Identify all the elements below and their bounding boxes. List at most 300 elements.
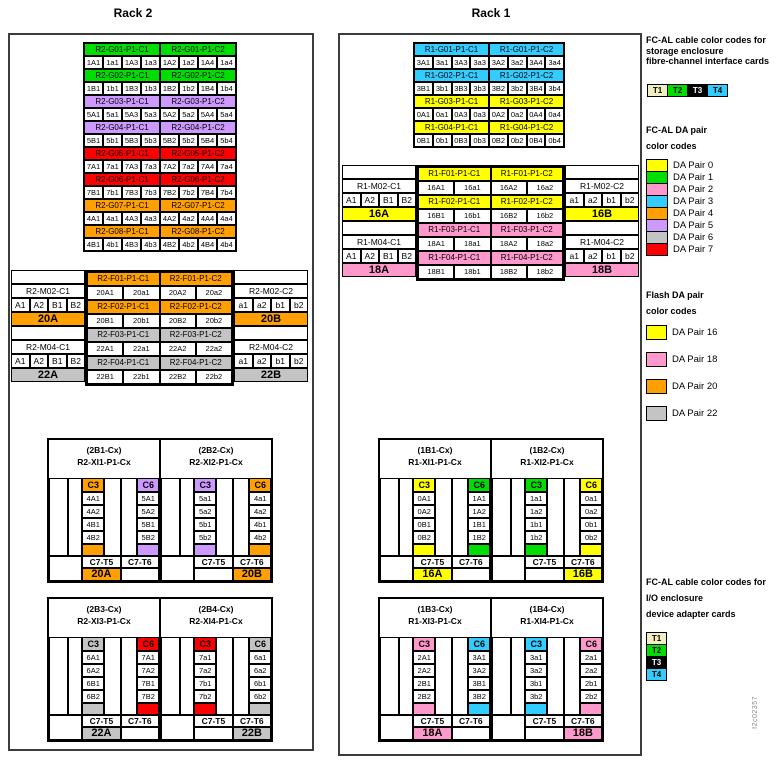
port-cell: 3B4	[527, 82, 546, 95]
mid-row	[418, 251, 563, 265]
xi-bottom-rows	[49, 715, 271, 740]
port-cell: 4b2	[179, 238, 198, 251]
empty-slot-column	[180, 478, 194, 556]
port-cell: 22B2	[160, 370, 196, 384]
mid-row	[87, 342, 232, 356]
xi-strips-half	[380, 478, 490, 556]
connector-label: C7-T6	[121, 556, 159, 568]
empty-slot-column	[547, 478, 564, 556]
port-cell: b2	[290, 354, 309, 368]
fc-card-header: R2-G01-P1-C1	[84, 43, 160, 56]
slot-header: C3	[413, 637, 435, 651]
port-cell: 1a1	[525, 492, 547, 505]
port-cell: 2B2	[413, 690, 435, 703]
flash-card-header: R2-F04-P1-C1	[87, 356, 160, 370]
fc-card-header: R1-G04-P1-C1	[414, 121, 489, 134]
adapter-column	[413, 478, 435, 556]
fc-card-header: R2-G01-P1-C2	[160, 43, 236, 56]
port-cell: B2	[398, 193, 417, 207]
port-cell: 4a1	[249, 492, 271, 505]
empty-slot-column	[121, 637, 138, 715]
port-cell: 4A3	[122, 212, 141, 225]
port-cell: 7b1	[103, 186, 122, 199]
port-cell: 18A1	[418, 237, 454, 251]
io-enclosure-table	[378, 438, 604, 583]
da-pair-tag: 22B	[234, 368, 308, 382]
empty-slot-column	[180, 637, 194, 715]
empty-slot-column	[380, 478, 399, 556]
flash-card-header: R1-F03-P1-C1	[418, 223, 491, 237]
da-pair-legend-item	[646, 243, 713, 256]
flash-card-header: R2-F02-P1-C2	[160, 300, 233, 314]
enclosure-slot-label: (1B2-Cx)	[529, 445, 565, 455]
da-pair-tag: 18A	[413, 727, 451, 740]
mid-row	[342, 179, 416, 193]
port-cell: 0B4	[527, 134, 546, 147]
mid-row	[342, 235, 416, 249]
port-cell: 6A1	[82, 651, 104, 664]
color-footer	[413, 703, 435, 715]
port-cell: 0a2	[580, 505, 602, 518]
port-cell: 20a1	[123, 286, 159, 300]
port-cell: 5A2	[160, 108, 179, 121]
adapter-column	[580, 478, 602, 556]
adapter-card-label: R2-XI3-P1-Cx	[77, 616, 131, 626]
connector-label: C7-T6	[452, 715, 490, 727]
xi-strips-half	[159, 637, 271, 715]
empty-slot-column	[121, 478, 138, 556]
port-cell: 4b4	[217, 238, 236, 251]
mid-row	[87, 272, 232, 286]
empty-cell	[11, 326, 85, 340]
empty-slot-column	[435, 637, 452, 715]
mid-row	[87, 300, 232, 314]
slot-header: C3	[82, 478, 104, 492]
fc-card-header: R2-G05-P1-C1	[84, 147, 160, 160]
port-cell: 7B2	[137, 690, 159, 703]
port-cell: 4B4	[198, 238, 217, 251]
xi-header-half	[490, 599, 602, 637]
flash-da-pair-color-swatch	[646, 352, 667, 367]
legend-flash-da-pair-title	[646, 287, 704, 319]
flash-card-header: R1-F03-P1-C2	[491, 223, 564, 237]
mid-row	[234, 312, 308, 326]
da-pair-tag: 18B	[564, 727, 602, 740]
port-cell: 4a3	[141, 212, 160, 225]
xi-header-half	[49, 599, 159, 637]
mid-row	[565, 263, 639, 277]
port-cell: 7a2	[179, 160, 198, 173]
adapter-column	[525, 478, 547, 556]
port-cell: 5a2	[179, 108, 198, 121]
flash-da-pair-legend-item	[646, 379, 717, 394]
empty-slot-column	[511, 637, 525, 715]
module-label: R2-M02-C1	[11, 284, 85, 298]
port-cell: 22A2	[160, 342, 196, 356]
connector-label: C7-T6	[233, 556, 271, 568]
da-pair-label: DA Pair 5	[673, 220, 714, 231]
port-cell: 3a3	[470, 56, 489, 69]
empty-cell	[194, 568, 232, 581]
port-cell: B1	[379, 193, 398, 207]
port-cell: 3A1	[414, 56, 433, 69]
adapter-column	[249, 478, 271, 556]
card-header-row	[414, 69, 564, 82]
port-cell: 7a1	[103, 160, 122, 173]
port-cell: 7b4	[217, 186, 236, 199]
empty-slot-column	[216, 637, 233, 715]
empty-cell	[49, 715, 82, 740]
port-cell: 7b2	[179, 186, 198, 199]
port-cell: a1	[565, 193, 584, 207]
da-pair-label: DA Pair 2	[673, 184, 714, 195]
port-cell: 3A1	[468, 651, 490, 664]
port-cell: 3B3	[452, 82, 471, 95]
port-cell: 6a1	[249, 651, 271, 664]
adapter-column	[413, 637, 435, 715]
mid-flash-block	[416, 165, 565, 281]
empty-slot-column	[161, 637, 180, 715]
xi-strips-half	[380, 637, 490, 715]
color-footer	[525, 544, 547, 556]
flash-card-header: R1-F04-P1-C1	[418, 251, 491, 265]
legend-interface-card-color-row	[648, 84, 728, 97]
slot-header: C3	[194, 637, 216, 651]
da-pair-tag: 18A	[342, 263, 416, 277]
adapter-column	[525, 637, 547, 715]
port-cell: a2	[253, 354, 272, 368]
port-cell: 4B3	[122, 238, 141, 251]
enclosure-slot-label: (1B1-Cx)	[417, 445, 453, 455]
cable-color-swatch-t3: T3	[687, 84, 708, 97]
port-cell: 2b1	[580, 677, 602, 690]
port-cell: 18b2	[527, 265, 563, 279]
xi-bottom-half	[49, 715, 159, 740]
io-enclosure-table	[47, 438, 273, 583]
port-cell: b2	[621, 249, 640, 263]
mid-left-block	[342, 165, 416, 277]
port-cell: 18B1	[418, 265, 454, 279]
port-cell: 7a3	[141, 160, 160, 173]
port-cell: 3a2	[508, 56, 527, 69]
cable-color-swatch-t1: T1	[647, 84, 668, 97]
empty-slot-column	[380, 637, 399, 715]
port-cell: 0A3	[452, 108, 471, 121]
port-cell: 22A1	[87, 342, 123, 356]
fc-card-header: R1-G01-P1-C2	[489, 43, 564, 56]
color-footer	[194, 544, 216, 556]
port-cell: 2a2	[580, 664, 602, 677]
mid-row	[87, 328, 232, 342]
port-cell: 1A2	[160, 56, 179, 69]
mid-row	[565, 207, 639, 221]
c7-t6-column	[121, 556, 159, 581]
port-row	[414, 82, 564, 95]
port-cell: 1a2	[525, 505, 547, 518]
empty-slot-column	[452, 478, 469, 556]
port-cell: 22b1	[123, 370, 159, 384]
flash-da-pair-color-swatch	[646, 325, 667, 340]
xi-strips-half	[159, 478, 271, 556]
port-cell: 3b2	[525, 690, 547, 703]
port-cell: 22b2	[196, 370, 232, 384]
legend-da-pair-title-line2: color codes	[646, 141, 697, 151]
port-cell: 7B2	[160, 186, 179, 199]
da-pair-label: DA Pair 1	[673, 172, 714, 183]
slot-header: C6	[580, 478, 602, 492]
port-row	[414, 134, 564, 147]
xi-bottom-rows	[380, 715, 602, 740]
port-cell: 5b1	[103, 134, 122, 147]
empty-cell	[565, 221, 639, 235]
port-cell: 4B1	[84, 238, 103, 251]
c7-t6-column	[233, 556, 271, 581]
da-pair-tag: 16A	[413, 568, 451, 581]
rack2-title: Rack 2	[113, 6, 153, 20]
empty-cell	[525, 727, 563, 740]
port-cell: 1a1	[103, 56, 122, 69]
port-row	[84, 186, 236, 199]
empty-cell	[161, 556, 194, 581]
port-cell: 20b1	[123, 314, 159, 328]
connector-label: C7-T5	[413, 556, 451, 568]
port-cell: 5A2	[137, 505, 159, 518]
port-cell: 7a1	[194, 651, 216, 664]
port-cell: 3B1	[468, 677, 490, 690]
slot-header: C6	[468, 478, 490, 492]
port-row	[84, 108, 236, 121]
mid-row	[418, 209, 563, 223]
port-cell: 1a4	[217, 56, 236, 69]
rack1-box	[338, 33, 642, 756]
port-cell: 4b1	[249, 518, 271, 531]
port-cell: 5b3	[141, 134, 160, 147]
port-cell: 7B1	[84, 186, 103, 199]
flash-card-header: R1-F04-P1-C2	[491, 251, 564, 265]
port-cell: A1	[11, 354, 30, 368]
connector-label: C7-T6	[121, 715, 159, 727]
port-cell: 4A2	[160, 212, 179, 225]
port-cell: 2a1	[580, 651, 602, 664]
port-cell: 7b3	[141, 186, 160, 199]
port-cell: 1a2	[179, 56, 198, 69]
legend-da-pair-list	[646, 160, 713, 256]
port-cell: B1	[48, 354, 67, 368]
mid-row	[565, 179, 639, 193]
empty-slot-column	[49, 478, 68, 556]
xi-bottom-rows	[380, 556, 602, 581]
port-cell: 6b1	[249, 677, 271, 690]
port-cell: 20A2	[160, 286, 196, 300]
card-header-row	[84, 121, 236, 134]
port-cell: 5a1	[194, 492, 216, 505]
card-header-row	[84, 95, 236, 108]
mid-row	[342, 207, 416, 221]
xi-strips-half	[490, 478, 602, 556]
adapter-column	[82, 478, 104, 556]
slot-header: C6	[249, 478, 271, 492]
port-cell: 22a1	[123, 342, 159, 356]
port-row	[414, 108, 564, 121]
adapter-card-label: R1-XI3-P1-Cx	[408, 616, 462, 626]
color-footer	[194, 703, 216, 715]
port-cell: 3B1	[414, 82, 433, 95]
port-row	[84, 56, 236, 69]
adapter-column	[82, 637, 104, 715]
port-cell: A2	[30, 354, 49, 368]
port-cell: b1	[602, 249, 621, 263]
empty-slot-column	[492, 478, 511, 556]
slot-header: C3	[525, 637, 547, 651]
port-cell: 5b2	[194, 531, 216, 544]
da-pair-tag: 16A	[342, 207, 416, 221]
port-cell: 6A2	[82, 664, 104, 677]
port-cell: 3B2	[489, 82, 508, 95]
da-pair-tag: 16B	[564, 568, 602, 581]
xi-bottom-half	[380, 556, 490, 581]
mid-row	[565, 193, 639, 207]
da-pair-tag: 16B	[565, 207, 639, 221]
da-pair-label: DA Pair 6	[673, 232, 714, 243]
legend-da-pair-title	[646, 122, 707, 154]
port-cell: 16B2	[491, 209, 527, 223]
port-cell: 7a2	[194, 664, 216, 677]
port-cell: 0A2	[413, 505, 435, 518]
legend-io-title	[646, 574, 766, 622]
port-cell: 16a1	[454, 181, 490, 195]
empty-slot-column	[564, 637, 581, 715]
port-cell: 18B2	[491, 265, 527, 279]
empty-cell	[452, 727, 490, 740]
port-cell: 22a2	[196, 342, 232, 356]
port-cell: 5B3	[122, 134, 141, 147]
xi-bottom-half	[49, 556, 159, 581]
port-cell: 1A1	[468, 492, 490, 505]
port-cell: 3b4	[545, 82, 564, 95]
slot-header: C3	[525, 478, 547, 492]
adapter-card-label: R1-XI1-P1-Cx	[408, 457, 462, 467]
port-cell: 4A4	[198, 212, 217, 225]
port-cell: 5B4	[198, 134, 217, 147]
xi-header-row	[49, 599, 271, 637]
mid-row	[565, 249, 639, 263]
adapter-column	[137, 478, 159, 556]
port-cell: 3B2	[468, 690, 490, 703]
port-row	[84, 238, 236, 251]
port-row	[84, 82, 236, 95]
adapter-column	[468, 478, 490, 556]
color-footer	[413, 544, 435, 556]
mid-row	[11, 326, 85, 340]
c7-t6-column	[564, 715, 602, 740]
card-header-row	[414, 121, 564, 134]
mid-row	[342, 263, 416, 277]
empty-slot-column	[216, 478, 233, 556]
port-cell: 5A1	[84, 108, 103, 121]
port-cell: 0B1	[413, 518, 435, 531]
port-cell: 1a3	[141, 56, 160, 69]
mid-right-block	[565, 165, 639, 277]
port-cell: 1b4	[217, 82, 236, 95]
connector-label: C7-T6	[233, 715, 271, 727]
card-header-row	[414, 95, 564, 108]
color-footer	[82, 703, 104, 715]
mid-row	[234, 326, 308, 340]
xi-bottom-half	[490, 556, 602, 581]
flash-card-header: R1-F02-P1-C2	[491, 195, 564, 209]
empty-slot-column	[104, 478, 121, 556]
port-cell: 5B1	[84, 134, 103, 147]
mid-row	[87, 286, 232, 300]
empty-cell	[565, 165, 639, 179]
port-cell: a2	[253, 298, 272, 312]
color-footer	[137, 544, 159, 556]
flash-card-header: R1-F02-P1-C1	[418, 195, 491, 209]
adapter-card-label: R2-XI1-P1-Cx	[77, 457, 131, 467]
port-cell: 5B1	[137, 518, 159, 531]
port-cell: 1B1	[84, 82, 103, 95]
port-cell: 7A4	[198, 160, 217, 173]
port-cell: 5A1	[137, 492, 159, 505]
empty-cell	[49, 556, 82, 581]
port-cell: A1	[342, 193, 361, 207]
port-cell: 4A2	[82, 505, 104, 518]
cable-color-swatch-t4: T4	[646, 668, 667, 681]
connector-label: C7-T6	[564, 715, 602, 727]
port-cell: A1	[11, 298, 30, 312]
color-footer	[249, 703, 271, 715]
adapter-column	[580, 637, 602, 715]
mid-row	[565, 221, 639, 235]
connector-label: C7-T5	[194, 556, 232, 568]
fc-card-header: R1-G02-P1-C1	[414, 69, 489, 82]
mid-row	[418, 167, 563, 181]
empty-slot-column	[435, 478, 452, 556]
card-header-row	[84, 225, 236, 238]
legend-io-title-line1: FC-AL cable color codes for	[646, 577, 766, 587]
module-label: R1-M02-C1	[342, 179, 416, 193]
port-cell: 0A1	[413, 492, 435, 505]
xi-header-row	[49, 440, 271, 478]
fc-card-header: R2-G05-P1-C2	[160, 147, 236, 160]
card-header-row	[84, 43, 236, 56]
port-cell: 3A3	[452, 56, 471, 69]
port-row	[84, 160, 236, 173]
color-footer	[468, 544, 490, 556]
port-cell: 5a4	[217, 108, 236, 121]
mid-row	[11, 284, 85, 298]
connector-label: C7-T5	[413, 715, 451, 727]
da-pair-tag: 22A	[11, 368, 85, 382]
port-cell: a1	[234, 354, 253, 368]
empty-cell	[11, 270, 85, 284]
cable-color-swatch-t1: T1	[646, 632, 667, 645]
port-cell: 4a2	[249, 505, 271, 518]
adapter-column	[249, 637, 271, 715]
adapter-card-label: R1-XI4-P1-Cx	[520, 616, 574, 626]
fc-card-header: R1-G03-P1-C2	[489, 95, 564, 108]
cable-color-swatch-t4: T4	[707, 84, 728, 97]
card-header-row	[84, 69, 236, 82]
legend-flash-title-line1: Flash DA pair	[646, 290, 704, 300]
fc-card-header: R1-G04-P1-C2	[489, 121, 564, 134]
mid-row	[418, 195, 563, 209]
port-cell: b1	[602, 193, 621, 207]
mid-row	[418, 265, 563, 279]
fc-card-header: R2-G03-P1-C2	[160, 95, 236, 108]
empty-cell	[121, 568, 159, 581]
empty-cell	[380, 556, 413, 581]
